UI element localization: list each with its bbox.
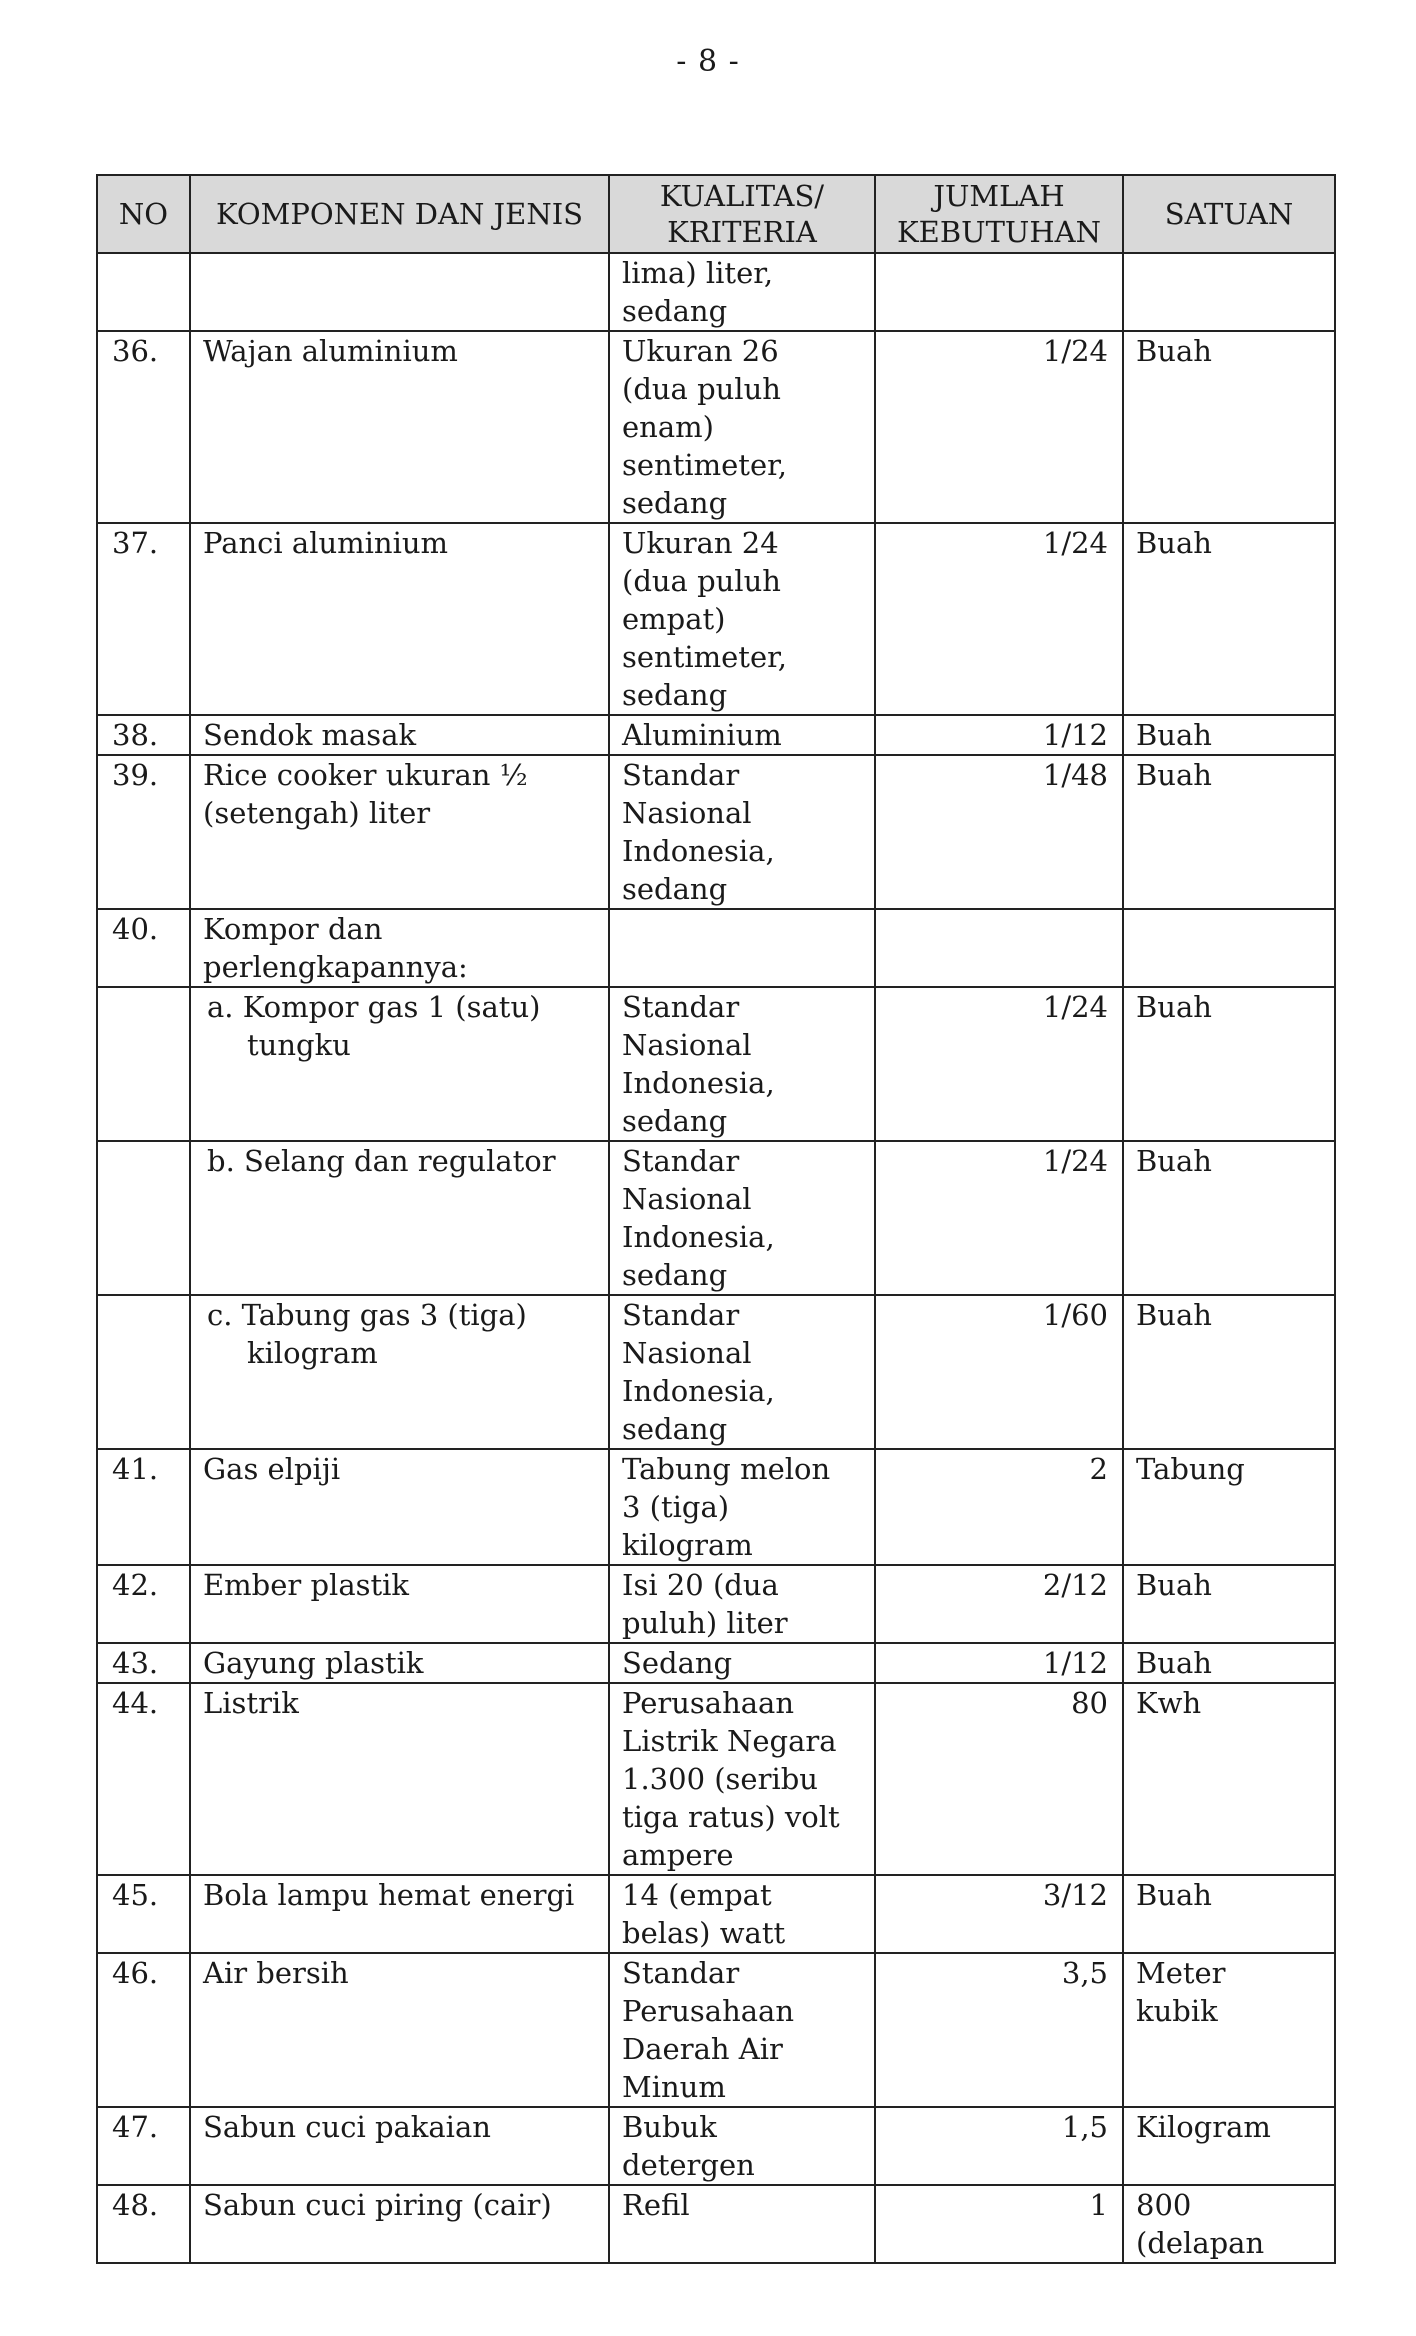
cell-jumlah: 2/12 — [875, 1565, 1123, 1643]
cell-satuan: Buah — [1123, 987, 1335, 1141]
cell-satuan: Meter kubik — [1123, 1953, 1335, 2107]
cell-satuan: Buah — [1123, 1875, 1335, 1953]
cell-satuan: Buah — [1123, 715, 1335, 755]
cell-satuan: Buah — [1123, 1141, 1335, 1295]
cell-kualitas — [609, 909, 875, 987]
table-row — [97, 523, 1335, 715]
cell-no: 36. — [97, 331, 190, 523]
cell-satuan: Buah — [1123, 1565, 1335, 1643]
header-no: NO — [97, 175, 190, 253]
cell-kualitas: Standar Nasional Indonesia, sedang — [609, 755, 875, 909]
cell-kualitas: Standar Nasional Indonesia, sedang — [609, 1141, 875, 1295]
cell-satuan: Buah — [1123, 1295, 1335, 1449]
cell-kualitas: 14 (empat belas) watt — [609, 1875, 875, 1953]
cell-satuan: Buah — [1123, 1643, 1335, 1683]
header-komponen: KOMPONEN DAN JENIS — [190, 175, 609, 253]
cell-satuan: Tabung — [1123, 1449, 1335, 1565]
header-kualitas: KUALITAS/ KRITERIA — [609, 175, 875, 253]
table-body — [97, 253, 1335, 2263]
cell-komponen: Ember plastik — [190, 1565, 609, 1643]
cell-satuan — [1123, 253, 1335, 331]
cell-komponen: Gas elpiji — [190, 1449, 609, 1565]
cell-jumlah: 1/48 — [875, 755, 1123, 909]
cell-jumlah: 1/12 — [875, 715, 1123, 755]
cell-jumlah: 3,5 — [875, 1953, 1123, 2107]
cell-no: 38. — [97, 715, 190, 755]
table-row — [97, 1449, 1335, 1565]
cell-komponen: Sabun cuci pakaian — [190, 2107, 609, 2185]
cell-jumlah: 1/24 — [875, 987, 1123, 1141]
sub-item-text: c. Tabung gas 3 (tiga) kilogram — [207, 1298, 527, 1370]
cell-jumlah: 1/12 — [875, 1643, 1123, 1683]
cell-kualitas: Standar Nasional Indonesia, sedang — [609, 1295, 875, 1449]
cell-komponen: Sendok masak — [190, 715, 609, 755]
cell-no: 41. — [97, 1449, 190, 1565]
requirements-table — [96, 174, 1336, 2264]
table-row — [97, 1875, 1335, 1953]
cell-kualitas: Standar Perusahaan Daerah Air Minum — [609, 1953, 875, 2107]
cell-satuan — [1123, 909, 1335, 987]
table-row — [97, 1141, 1335, 1295]
table-row — [97, 331, 1335, 523]
cell-kualitas: Tabung melon 3 (tiga) kilogram — [609, 1449, 875, 1565]
cell-komponen — [190, 987, 609, 1141]
cell-komponen: Rice cooker ukuran ½ (setengah) liter — [190, 755, 609, 909]
cell-satuan: Kwh — [1123, 1683, 1335, 1875]
cell-kualitas: Aluminium — [609, 715, 875, 755]
table-row — [97, 1565, 1335, 1643]
cell-no: 46. — [97, 1953, 190, 2107]
cell-no: 42. — [97, 1565, 190, 1643]
cell-no — [97, 1141, 190, 1295]
cell-jumlah — [875, 909, 1123, 987]
cell-komponen: Sabun cuci piring (cair) — [190, 2185, 609, 2263]
cell-komponen — [190, 1141, 609, 1295]
cell-kualitas: Isi 20 (dua puluh) liter — [609, 1565, 875, 1643]
cell-komponen: Air bersih — [190, 1953, 609, 2107]
cell-komponen: Listrik — [190, 1683, 609, 1875]
cell-jumlah: 1/24 — [875, 331, 1123, 523]
cell-satuan: Buah — [1123, 755, 1335, 909]
cell-kualitas: lima) liter, sedang — [609, 253, 875, 331]
cell-jumlah: 1/24 — [875, 1141, 1123, 1295]
table-row — [97, 1683, 1335, 1875]
cell-kualitas: Refil — [609, 2185, 875, 2263]
sub-item-text: a. Kompor gas 1 (satu) tungku — [207, 990, 541, 1062]
cell-no — [97, 1295, 190, 1449]
table-row — [97, 2107, 1335, 2185]
cell-kualitas: Sedang — [609, 1643, 875, 1683]
cell-jumlah: 1 — [875, 2185, 1123, 2263]
header-satuan: SATUAN — [1123, 175, 1335, 253]
table-header-row — [97, 175, 1335, 253]
cell-komponen: Panci aluminium — [190, 523, 609, 715]
table-row — [97, 1295, 1335, 1449]
table-row — [97, 1953, 1335, 2107]
cell-jumlah — [875, 253, 1123, 331]
cell-no: 44. — [97, 1683, 190, 1875]
cell-no: 47. — [97, 2107, 190, 2185]
cell-jumlah: 1/24 — [875, 523, 1123, 715]
cell-no: 40. — [97, 909, 190, 987]
cell-no — [97, 253, 190, 331]
cell-satuan: Kilogram — [1123, 2107, 1335, 2185]
table-row — [97, 1643, 1335, 1683]
cell-satuan: Buah — [1123, 331, 1335, 523]
table-row — [97, 253, 1335, 331]
cell-kualitas: Ukuran 26 (dua puluh enam) sentimeter, sedang — [609, 331, 875, 523]
cell-satuan: Buah — [1123, 523, 1335, 715]
table-row — [97, 2185, 1335, 2263]
cell-no — [97, 987, 190, 1141]
cell-komponen: Wajan aluminium — [190, 331, 609, 523]
cell-komponen: Gayung plastik — [190, 1643, 609, 1683]
cell-jumlah: 2 — [875, 1449, 1123, 1565]
table-row — [97, 909, 1335, 987]
cell-no: 43. — [97, 1643, 190, 1683]
cell-komponen: Kompor dan perlengkapannya: — [190, 909, 609, 987]
cell-satuan: 800 (delapan — [1123, 2185, 1335, 2263]
cell-kualitas: Bubuk detergen — [609, 2107, 875, 2185]
header-jumlah: JUMLAH KEBUTUHAN — [875, 175, 1123, 253]
table-row — [97, 715, 1335, 755]
cell-no: 37. — [97, 523, 190, 715]
cell-jumlah: 1,5 — [875, 2107, 1123, 2185]
cell-kualitas: Perusahaan Listrik Negara 1.300 (seribu tiga ratus) volt ampere — [609, 1683, 875, 1875]
sub-item-text: b. Selang dan regulator — [207, 1144, 556, 1178]
cell-komponen: Bola lampu hemat energi — [190, 1875, 609, 1953]
cell-jumlah: 3/12 — [875, 1875, 1123, 1953]
cell-jumlah: 80 — [875, 1683, 1123, 1875]
cell-no: 39. — [97, 755, 190, 909]
table-row — [97, 755, 1335, 909]
page-number: - 8 - — [676, 44, 740, 79]
cell-no: 48. — [97, 2185, 190, 2263]
cell-kualitas: Standar Nasional Indonesia, sedang — [609, 987, 875, 1141]
table-row — [97, 987, 1335, 1141]
cell-komponen — [190, 1295, 609, 1449]
cell-no: 45. — [97, 1875, 190, 1953]
cell-komponen — [190, 253, 609, 331]
cell-jumlah: 1/60 — [875, 1295, 1123, 1449]
cell-kualitas: Ukuran 24 (dua puluh empat) sentimeter, sedang — [609, 523, 875, 715]
